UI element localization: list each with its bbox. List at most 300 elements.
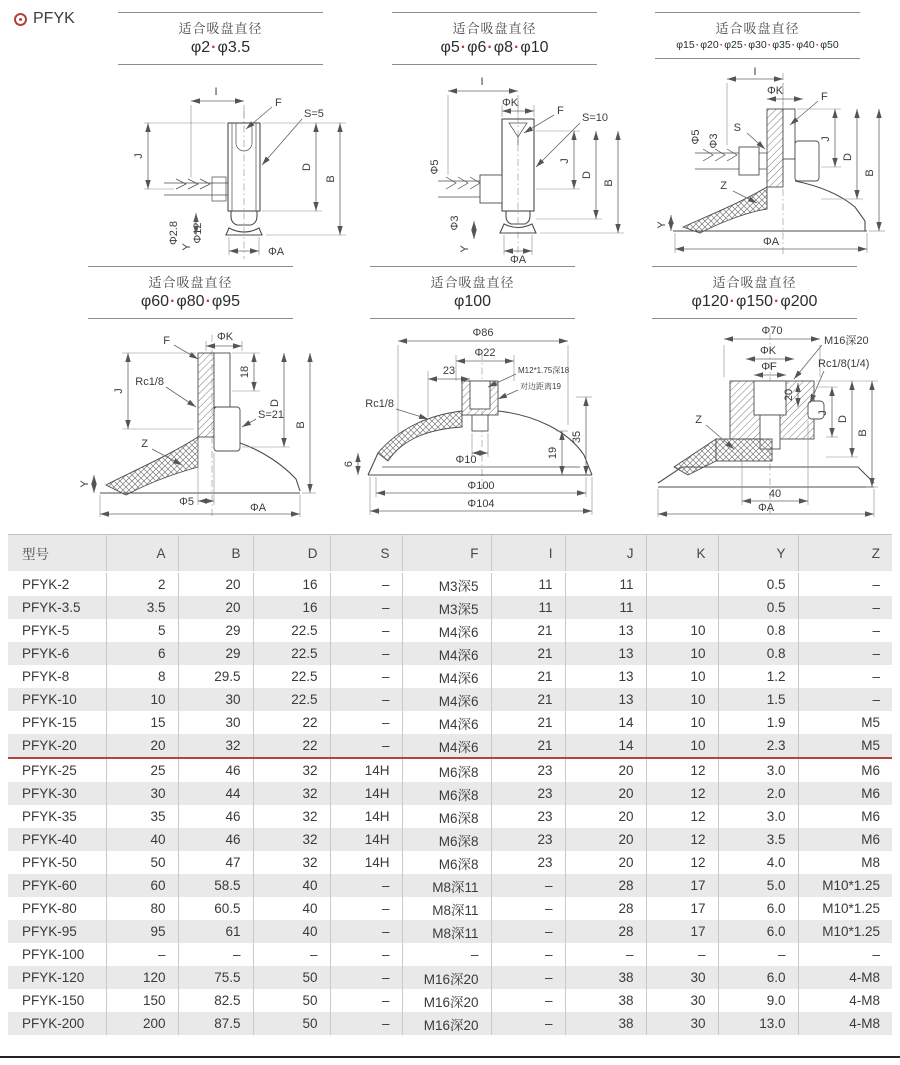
value-cell: – xyxy=(178,943,253,966)
dim-label-phik: ΦK xyxy=(216,331,234,343)
dim-label-phi3: Φ3 xyxy=(449,215,461,231)
diameter-value: φ150 xyxy=(735,293,774,310)
diameter-value: φ5 xyxy=(440,39,460,56)
value-cell: 11 xyxy=(565,596,646,619)
dim-label-b: B xyxy=(864,169,876,177)
value-cell: – xyxy=(330,572,402,596)
value-cell: 40 xyxy=(253,874,330,897)
diameter-value: φ30 xyxy=(748,39,767,51)
value-cell: – xyxy=(330,688,402,711)
dim-label-40: 40 xyxy=(768,488,782,500)
value-cell: 44 xyxy=(178,782,253,805)
column-header: K xyxy=(646,535,718,573)
table-row xyxy=(8,828,892,851)
value-cell: 21 xyxy=(491,665,565,688)
value-cell: 14H xyxy=(330,782,402,805)
value-cell: 60.5 xyxy=(178,897,253,920)
dim-label-18: 18 xyxy=(239,365,251,379)
value-cell: M16深20 xyxy=(402,966,491,989)
column-header: A xyxy=(106,535,178,573)
dim-label-phik: ΦK xyxy=(759,345,777,357)
value-cell: 40 xyxy=(106,828,178,851)
dot-separator: · xyxy=(719,39,724,51)
dot-separator: · xyxy=(815,39,820,51)
value-cell: 50 xyxy=(106,851,178,874)
value-cell: 13 xyxy=(565,665,646,688)
value-cell: 50 xyxy=(253,989,330,1012)
value-cell: 20 xyxy=(565,805,646,828)
value-cell: 29.5 xyxy=(178,665,253,688)
dim-label-phi5: Φ5 xyxy=(429,159,441,175)
column-header: 型号 xyxy=(8,535,106,573)
value-cell: – xyxy=(491,874,565,897)
dim-label-phia: ΦA xyxy=(757,502,775,514)
value-cell: 82.5 xyxy=(178,989,253,1012)
panel-header xyxy=(655,12,860,59)
value-cell: 4-M8 xyxy=(798,989,892,1012)
value-cell: 13 xyxy=(565,619,646,642)
value-cell: 21 xyxy=(491,619,565,642)
column-header: Y xyxy=(718,535,798,573)
dim-label-b: B xyxy=(857,429,869,437)
drawing-panel-2 xyxy=(352,12,637,263)
table-row xyxy=(8,734,892,758)
technical-drawing-elbow-small xyxy=(78,71,363,263)
panel-diameters xyxy=(88,293,293,311)
dim-label-s: S=21 xyxy=(258,409,284,421)
value-cell: 28 xyxy=(565,897,646,920)
dim-label-phi70: Φ70 xyxy=(761,325,783,337)
diameter-value: φ80 xyxy=(176,293,205,310)
value-cell: – xyxy=(330,920,402,943)
value-cell: M6深8 xyxy=(402,782,491,805)
value-cell: M4深6 xyxy=(402,688,491,711)
model-cell: PFYK-3.5 xyxy=(8,596,106,619)
panel-title: 适合吸盘直径 xyxy=(452,21,537,36)
technical-drawing-flat-100 xyxy=(330,325,620,520)
value-cell: M4深6 xyxy=(402,711,491,734)
value-cell: 12 xyxy=(646,851,718,874)
value-cell: 80 xyxy=(106,897,178,920)
value-cell: 17 xyxy=(646,897,718,920)
value-cell: 4-M8 xyxy=(798,1012,892,1035)
table-row xyxy=(8,989,892,1012)
dim-label-20: 20 xyxy=(783,388,795,402)
table-row xyxy=(8,874,892,897)
value-cell: 32 xyxy=(253,782,330,805)
value-cell: – xyxy=(798,619,892,642)
diameter-value: φ25 xyxy=(724,39,743,51)
value-cell: 95 xyxy=(106,920,178,943)
dim-label-d: D xyxy=(842,153,854,161)
value-cell: 10 xyxy=(646,711,718,734)
value-cell: – xyxy=(798,688,892,711)
value-cell: 6.0 xyxy=(718,897,798,920)
dim-label-phi5: Φ5 xyxy=(690,129,702,145)
value-cell: 35 xyxy=(106,805,178,828)
value-cell: 10 xyxy=(106,688,178,711)
value-cell: M6 xyxy=(798,758,892,782)
value-cell: 23 xyxy=(491,851,565,874)
drawing-dimensions xyxy=(343,327,592,515)
dim-label-f: F xyxy=(821,91,828,103)
dot-separator: · xyxy=(514,39,520,56)
model-cell: PFYK-120 xyxy=(8,966,106,989)
drawing-panel-5 xyxy=(330,266,615,520)
value-cell: 23 xyxy=(491,805,565,828)
value-cell: 6.0 xyxy=(718,920,798,943)
value-cell: 0.5 xyxy=(718,596,798,619)
model-cell: PFYK-200 xyxy=(8,1012,106,1035)
value-cell: 12 xyxy=(646,805,718,828)
value-cell: 21 xyxy=(491,734,565,758)
dim-label-phia: ΦA xyxy=(249,502,267,514)
diameter-value: φ2 xyxy=(190,39,211,56)
dim-label-z: Z xyxy=(695,414,702,426)
table-row xyxy=(8,966,892,989)
value-cell: 1.9 xyxy=(718,711,798,734)
panel-header xyxy=(370,266,575,319)
dot-separator: · xyxy=(211,39,217,56)
value-cell: 16 xyxy=(253,572,330,596)
model-cell: PFYK-80 xyxy=(22,901,77,916)
column-header: I xyxy=(491,535,565,573)
value-cell: 6 xyxy=(106,642,178,665)
dim-label-y: Y xyxy=(656,221,668,229)
value-cell: 6.0 xyxy=(718,966,798,989)
value-cell: 120 xyxy=(106,966,178,989)
value-cell: 13.0 xyxy=(718,1012,798,1035)
value-cell: 21 xyxy=(491,688,565,711)
dim-label-y: Y xyxy=(459,245,471,253)
diameter-value: φ15 xyxy=(676,39,695,51)
dim-label-y: Y xyxy=(181,243,193,251)
value-cell: – xyxy=(798,596,892,619)
dot-separator: · xyxy=(205,293,211,310)
panel-title: 适合吸盘直径 xyxy=(430,275,515,290)
value-cell: M16深20 xyxy=(402,1012,491,1035)
dot-separator: · xyxy=(743,39,748,51)
value-cell: – xyxy=(798,642,892,665)
value-cell: 30 xyxy=(646,1012,718,1035)
value-cell: M6深8 xyxy=(402,758,491,782)
value-cell: 20 xyxy=(565,758,646,782)
value-cell: 61 xyxy=(178,920,253,943)
table-row xyxy=(8,897,892,920)
value-cell: – xyxy=(491,943,565,966)
value-cell: 8 xyxy=(106,665,178,688)
value-cell: 0.5 xyxy=(718,572,798,596)
value-cell: 20 xyxy=(565,851,646,874)
value-cell: 10 xyxy=(646,665,718,688)
value-cell: 32 xyxy=(178,734,253,758)
dot-separator: · xyxy=(170,293,176,310)
value-cell: 200 xyxy=(106,1012,178,1035)
value-cell: 14 xyxy=(565,711,646,734)
value-cell: 22.5 xyxy=(253,619,330,642)
model-cell: PFYK-30 xyxy=(8,782,106,805)
dim-label-35: 35 xyxy=(571,430,583,444)
dim-label-s: S xyxy=(733,122,741,134)
value-cell: 32 xyxy=(253,805,330,828)
panel-title: 适合吸盘直径 xyxy=(148,275,233,290)
value-cell: M8深11 xyxy=(402,897,491,920)
diameter-value: φ6 xyxy=(467,39,487,56)
value-cell: – xyxy=(330,596,402,619)
panel-diameters xyxy=(652,293,857,311)
value-cell: 14 xyxy=(565,734,646,758)
dim-label-s: S=10 xyxy=(582,112,608,124)
dim-label-f: F xyxy=(163,335,170,347)
value-cell: 17 xyxy=(646,874,718,897)
value-cell: M8深11 xyxy=(402,920,491,943)
value-cell: M4深6 xyxy=(402,665,491,688)
value-cell: – xyxy=(646,943,718,966)
value-cell: 25 xyxy=(106,758,178,782)
drawing-dimensions xyxy=(429,76,624,263)
dot-separator: · xyxy=(767,39,772,51)
spec-table-head-row xyxy=(8,535,892,573)
dot-separator: · xyxy=(791,39,796,51)
table-row xyxy=(8,1012,892,1035)
value-cell: 23 xyxy=(491,828,565,851)
model-cell: PFYK-40 xyxy=(8,828,106,851)
value-cell: 58.5 xyxy=(178,874,253,897)
value-cell: 14H xyxy=(330,805,402,828)
model-cell: PFYK-6 xyxy=(8,642,106,665)
column-header: D xyxy=(253,535,330,573)
value-cell: – xyxy=(330,966,402,989)
value-cell: M8深11 xyxy=(402,874,491,897)
value-cell: 3.0 xyxy=(718,805,798,828)
value-cell: 3.0 xyxy=(718,758,798,782)
value-cell: 22.5 xyxy=(253,642,330,665)
column-header: F xyxy=(402,535,491,573)
value-cell: 29 xyxy=(178,642,253,665)
dim-label-phi5: Φ5 xyxy=(179,496,194,508)
dim-label-s: S=5 xyxy=(304,108,324,120)
dim-label-b: B xyxy=(603,179,615,187)
dim-label-b: B xyxy=(325,175,337,183)
diameter-value: φ35 xyxy=(772,39,791,51)
value-cell: – xyxy=(798,943,892,966)
dim-label-phi10: Φ10 xyxy=(455,454,477,466)
value-cell: – xyxy=(330,734,402,758)
table-row xyxy=(8,920,892,943)
value-cell: 28 xyxy=(565,874,646,897)
panel-header xyxy=(392,12,597,65)
dim-label-f: F xyxy=(275,97,282,109)
page-bottom-rule xyxy=(0,1056,900,1058)
value-cell: 11 xyxy=(565,572,646,596)
value-cell: M4深6 xyxy=(402,619,491,642)
dim-label-i: I xyxy=(480,76,484,88)
value-cell: – xyxy=(330,665,402,688)
column-header: J xyxy=(565,535,646,573)
column-header: Z xyxy=(798,535,892,573)
dim-label-19: 19 xyxy=(547,446,559,460)
value-cell: M16深20 xyxy=(402,989,491,1012)
value-cell: 10 xyxy=(646,642,718,665)
table-row xyxy=(8,711,892,734)
diameter-value: φ60 xyxy=(140,293,170,310)
value-cell: 0.8 xyxy=(718,642,798,665)
value-cell: 22.5 xyxy=(253,688,330,711)
value-cell: 4-M8 xyxy=(798,966,892,989)
diameter-value: φ40 xyxy=(796,39,815,51)
column-header: B xyxy=(178,535,253,573)
technical-drawing-barb-small xyxy=(352,71,637,263)
value-cell: 20 xyxy=(106,734,178,758)
dim-label-i: I xyxy=(214,86,218,98)
value-cell: – xyxy=(330,711,402,734)
value-cell: – xyxy=(330,989,402,1012)
diameter-value: φ10 xyxy=(520,39,549,56)
dim-label-i: I xyxy=(753,66,757,78)
technical-drawing-flanged-large xyxy=(48,325,333,520)
series-name: PFYK xyxy=(33,10,75,27)
table-row xyxy=(8,943,892,966)
dim-label-d: D xyxy=(269,399,281,407)
dim-label-f: F xyxy=(557,105,564,117)
dim-label-phia: ΦA xyxy=(268,246,285,258)
panel-header xyxy=(88,266,293,319)
dim-label-phi100: Φ100 xyxy=(467,480,495,492)
drawing-panel-4 xyxy=(48,266,333,520)
dim-label-phia: ΦA xyxy=(762,236,780,248)
model-cell: PFYK-95 xyxy=(8,920,106,943)
dim-label-j: J xyxy=(113,388,125,394)
dim-label-phia: ΦA xyxy=(509,254,527,263)
dim-label-phi104: Φ104 xyxy=(467,498,495,510)
technical-drawing-flat-large xyxy=(612,325,897,520)
value-cell: M10*1.25 xyxy=(798,897,892,920)
value-cell: M6深8 xyxy=(402,805,491,828)
value-cell: 32 xyxy=(253,828,330,851)
table-row xyxy=(8,782,892,805)
value-cell: 2 xyxy=(106,572,178,596)
drawing-geometry xyxy=(100,335,300,517)
value-cell: 30 xyxy=(178,688,253,711)
value-cell: 15 xyxy=(106,711,178,734)
diameter-value: φ95 xyxy=(211,293,241,310)
table-row xyxy=(8,688,892,711)
value-cell: 1.5 xyxy=(718,688,798,711)
drawing-panel-6 xyxy=(612,266,897,520)
dim-label-phi28: Φ2.8 xyxy=(168,220,180,246)
brand-bullet-icon xyxy=(14,13,27,26)
value-cell: 11 xyxy=(491,596,565,619)
value-cell: 46 xyxy=(178,758,253,782)
panel-header xyxy=(652,266,857,319)
value-cell: 87.5 xyxy=(178,1012,253,1035)
dim-label-d: D xyxy=(837,415,849,423)
value-cell: – xyxy=(491,1012,565,1035)
value-cell: – xyxy=(330,897,402,920)
panel-diameters xyxy=(118,39,323,57)
value-cell: 14H xyxy=(330,828,402,851)
table-row xyxy=(8,619,892,642)
value-cell: 30 xyxy=(646,966,718,989)
value-cell: 0.8 xyxy=(718,619,798,642)
panel-title: 适合吸盘直径 xyxy=(712,275,797,290)
value-cell: 5 xyxy=(106,619,178,642)
value-cell: 11 xyxy=(491,572,565,596)
table-row xyxy=(8,851,892,874)
model-cell: PFYK-150 xyxy=(22,993,85,1008)
model-cell: PFYK-2 xyxy=(22,577,70,592)
value-cell: 23 xyxy=(491,758,565,782)
value-cell: – xyxy=(491,989,565,1012)
value-cell: M8 xyxy=(798,851,892,874)
table-row xyxy=(8,572,892,596)
value-cell: 30 xyxy=(178,711,253,734)
value-cell: 75.5 xyxy=(178,966,253,989)
value-cell: M6 xyxy=(798,828,892,851)
value-cell: 14H xyxy=(330,758,402,782)
value-cell: – xyxy=(565,943,646,966)
value-cell: 28 xyxy=(565,920,646,943)
value-cell: – xyxy=(106,943,178,966)
series-brand xyxy=(14,10,75,28)
value-cell: 21 xyxy=(491,642,565,665)
value-cell: 13 xyxy=(565,688,646,711)
dim-label-d: D xyxy=(301,163,313,171)
value-cell: – xyxy=(491,897,565,920)
diameter-value: φ200 xyxy=(780,293,818,310)
value-cell: 9.0 xyxy=(718,989,798,1012)
value-cell: 20 xyxy=(565,828,646,851)
dim-label-j: J xyxy=(817,410,829,416)
dot-separator: · xyxy=(729,293,735,310)
dim-label-phi3: Φ3 xyxy=(708,133,720,149)
value-cell: 150 xyxy=(106,989,178,1012)
value-cell: – xyxy=(330,619,402,642)
value-cell: 21 xyxy=(491,711,565,734)
value-cell: M5 xyxy=(798,734,892,758)
dim-label-z: Z xyxy=(720,180,727,192)
diameter-value: φ8 xyxy=(493,39,513,56)
value-cell: 4.0 xyxy=(718,851,798,874)
model-cell: PFYK-35 xyxy=(22,809,77,824)
panel-diameters xyxy=(392,39,597,57)
value-cell: – xyxy=(330,943,402,966)
value-cell xyxy=(646,572,718,596)
dim-label-6: 6 xyxy=(343,460,355,468)
value-cell: – xyxy=(491,920,565,943)
table-row xyxy=(8,758,892,782)
value-cell: 1.2 xyxy=(718,665,798,688)
dim-label-23: 23 xyxy=(442,365,456,377)
value-cell: 46 xyxy=(178,828,253,851)
diameter-value: φ50 xyxy=(820,39,839,51)
value-cell: 13 xyxy=(565,642,646,665)
value-cell: – xyxy=(253,943,330,966)
model-cell: PFYK-20 xyxy=(8,734,106,758)
model-cell: PFYK-10 xyxy=(8,688,106,711)
value-cell: 32 xyxy=(253,851,330,874)
dot-separator: · xyxy=(460,39,467,56)
diameter-value: φ20 xyxy=(700,39,719,51)
value-cell: M3深5 xyxy=(402,572,491,596)
value-cell: 46 xyxy=(178,805,253,828)
value-cell: – xyxy=(798,665,892,688)
panel-diameters xyxy=(655,39,860,51)
value-cell: 38 xyxy=(565,989,646,1012)
value-cell: 22 xyxy=(253,711,330,734)
column-header: S xyxy=(330,535,402,573)
value-cell: 2.0 xyxy=(718,782,798,805)
